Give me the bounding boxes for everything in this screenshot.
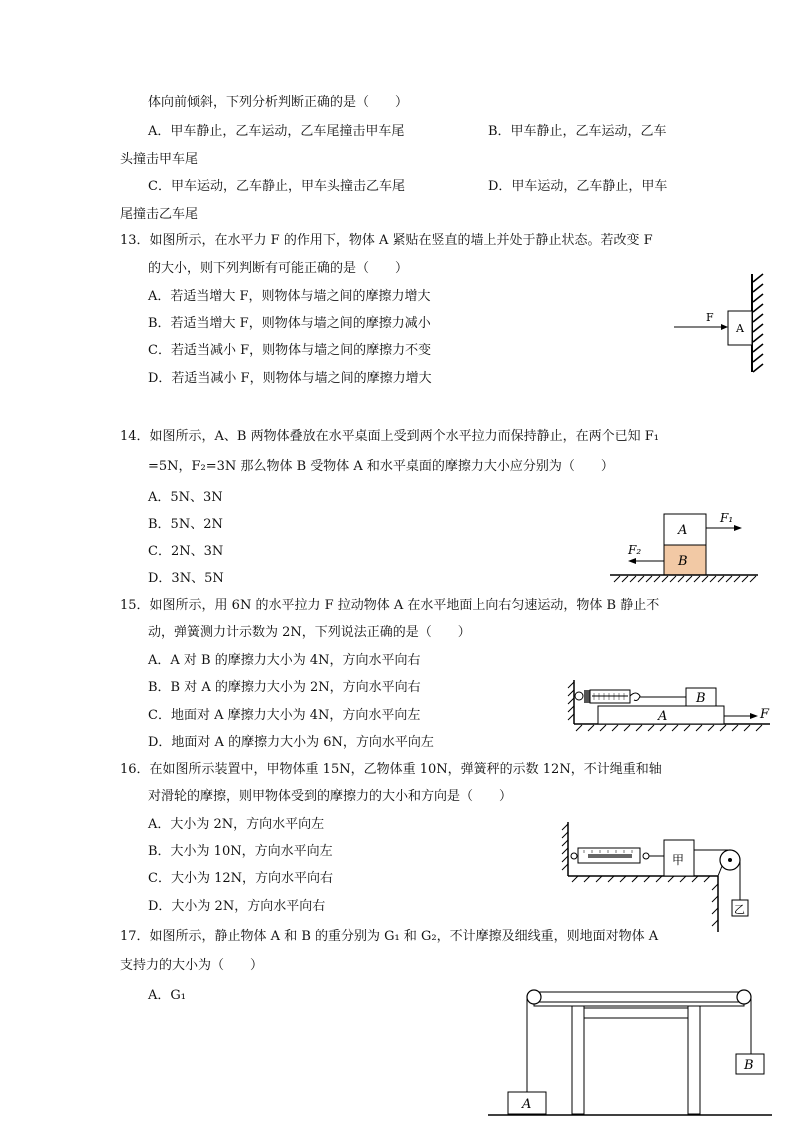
q17-pulley-right bbox=[737, 990, 751, 1004]
q17-option-a: A．G₁ bbox=[148, 988, 186, 1003]
q14-block-b-label: B bbox=[678, 554, 688, 569]
q16-option-c: C．大小为 12N，方向水平向右 bbox=[148, 871, 333, 886]
q14-stem-cont: =5N，F₂=3N 那么物体 B 受物体 A 和水平桌面的摩擦力大小应分别为（ ） bbox=[148, 459, 614, 474]
q15-option-a: A．A 对 B 的摩擦力大小为 4N，方向水平向右 bbox=[148, 653, 421, 668]
q13-block-label: A bbox=[736, 322, 744, 335]
q12-option-b-cont: 头撞击甲车尾 bbox=[120, 152, 199, 167]
q15-option-b: B．B 对 A 的摩擦力大小为 2N，方向水平向右 bbox=[148, 680, 421, 695]
q15-stem: 15．如图所示，用 6N 的水平拉力 F 拉动物体 A 在水平地面上向右匀速运动，物体 B 静止不 bbox=[120, 598, 660, 613]
q17-stem: 17．如图所示，静止物体 A 和 B 的重分别为 G₁ 和 G₂，不计摩擦及细线重，则地面对物体 A bbox=[120, 929, 659, 944]
q15-option-c: C．地面对 A 摩擦力大小为 4N，方向水平向左 bbox=[148, 708, 421, 723]
q13-option-b: B．若适当增大 F，则物体与墙之间的摩擦力减小 bbox=[148, 316, 431, 331]
q15-force-label: F bbox=[760, 707, 770, 722]
q16-option-a: A．大小为 2N，方向水平向左 bbox=[148, 817, 325, 832]
q17-table-top bbox=[534, 992, 744, 1006]
q16-block-yi-label: 乙 bbox=[734, 903, 745, 916]
q15-figure bbox=[566, 678, 778, 736]
q12-option-d: D．甲车运动，乙车静止，甲车 bbox=[488, 179, 668, 194]
q13-stem-cont: 的大小，则下列判断有可能正确的是（ ） bbox=[148, 261, 409, 276]
q13-stem: 13．如图所示，在水平力 F 的作用下，物体 A 紧贴在竖直的墙上并处于静止状态。若改变 F bbox=[120, 233, 653, 248]
q15-block-a-label: A bbox=[658, 709, 668, 724]
q15-stem-cont: 动，弹簧测力计示数为 2N，下列说法正确的是（ ） bbox=[148, 625, 471, 640]
q15-option-d: D．地面对 A 的摩擦力大小为 6N，方向水平向左 bbox=[148, 735, 434, 750]
q13-force-label: F bbox=[706, 311, 714, 324]
q13-option-a: A．若适当增大 F，则物体与墙之间的摩擦力增大 bbox=[148, 289, 431, 304]
q16-stem-cont: 对滑轮的摩擦，则甲物体受到的摩擦力的大小和方向是（ ） bbox=[148, 789, 513, 804]
q14-block-a-label: A bbox=[678, 523, 688, 538]
q16-stem: 16．在如图所示装置中，甲物体重 15N，乙物体重 10N，弹簧秤的示数 12N，不计绳重和轴 bbox=[120, 762, 662, 777]
q14-f2-label: F₂ bbox=[628, 543, 642, 557]
q14-f1-label: F₁ bbox=[720, 511, 734, 525]
q14-option-a: A．5N、3N bbox=[148, 490, 223, 505]
q12-option-b: B．甲车静止，乙车运动，乙车 bbox=[488, 124, 667, 139]
q16-block-jia-label: 甲 bbox=[672, 853, 685, 867]
q17-block-a-label: A bbox=[522, 1097, 532, 1112]
q13-option-c: C．若适当减小 F，则物体与墙之间的摩擦力不变 bbox=[148, 343, 432, 358]
q13-figure bbox=[668, 270, 768, 376]
q16-figure bbox=[560, 820, 756, 936]
q14-stem: 14．如图所示，A、B 两物体叠放在水平桌面上受到两个水平拉力而保持静止，在两个已知 F₁ bbox=[120, 429, 659, 444]
q15-block-b-label: B bbox=[696, 691, 706, 706]
q12-option-a: A．甲车静止，乙车运动，乙车尾撞击甲车尾 bbox=[148, 124, 405, 139]
q12-option-d-cont: 尾撞击乙车尾 bbox=[120, 207, 199, 222]
q14-option-d: D．3N、5N bbox=[148, 571, 224, 586]
q14-option-c: C．2N、3N bbox=[148, 544, 224, 559]
q16-option-b: B．大小为 10N，方向水平向左 bbox=[148, 844, 333, 859]
q17-block-b-label: B bbox=[744, 1058, 754, 1073]
q14-figure bbox=[606, 506, 766, 588]
q16-option-d: D．大小为 2N，方向水平向右 bbox=[148, 899, 326, 914]
q12-option-c: C．甲车运动，乙车静止，甲车头撞击乙车尾 bbox=[148, 179, 405, 194]
q17-stem-cont: 支持力的大小为（ ） bbox=[120, 958, 264, 973]
q13-option-d: D．若适当减小 F，则物体与墙之间的摩擦力增大 bbox=[148, 371, 432, 386]
q17-pulley-left bbox=[527, 990, 541, 1004]
q14-option-b: B．5N、2N bbox=[148, 517, 223, 532]
q12-stem-cont: 体向前倾斜，下列分析判断正确的是（ ） bbox=[148, 95, 409, 110]
q17-figure bbox=[486, 984, 776, 1120]
